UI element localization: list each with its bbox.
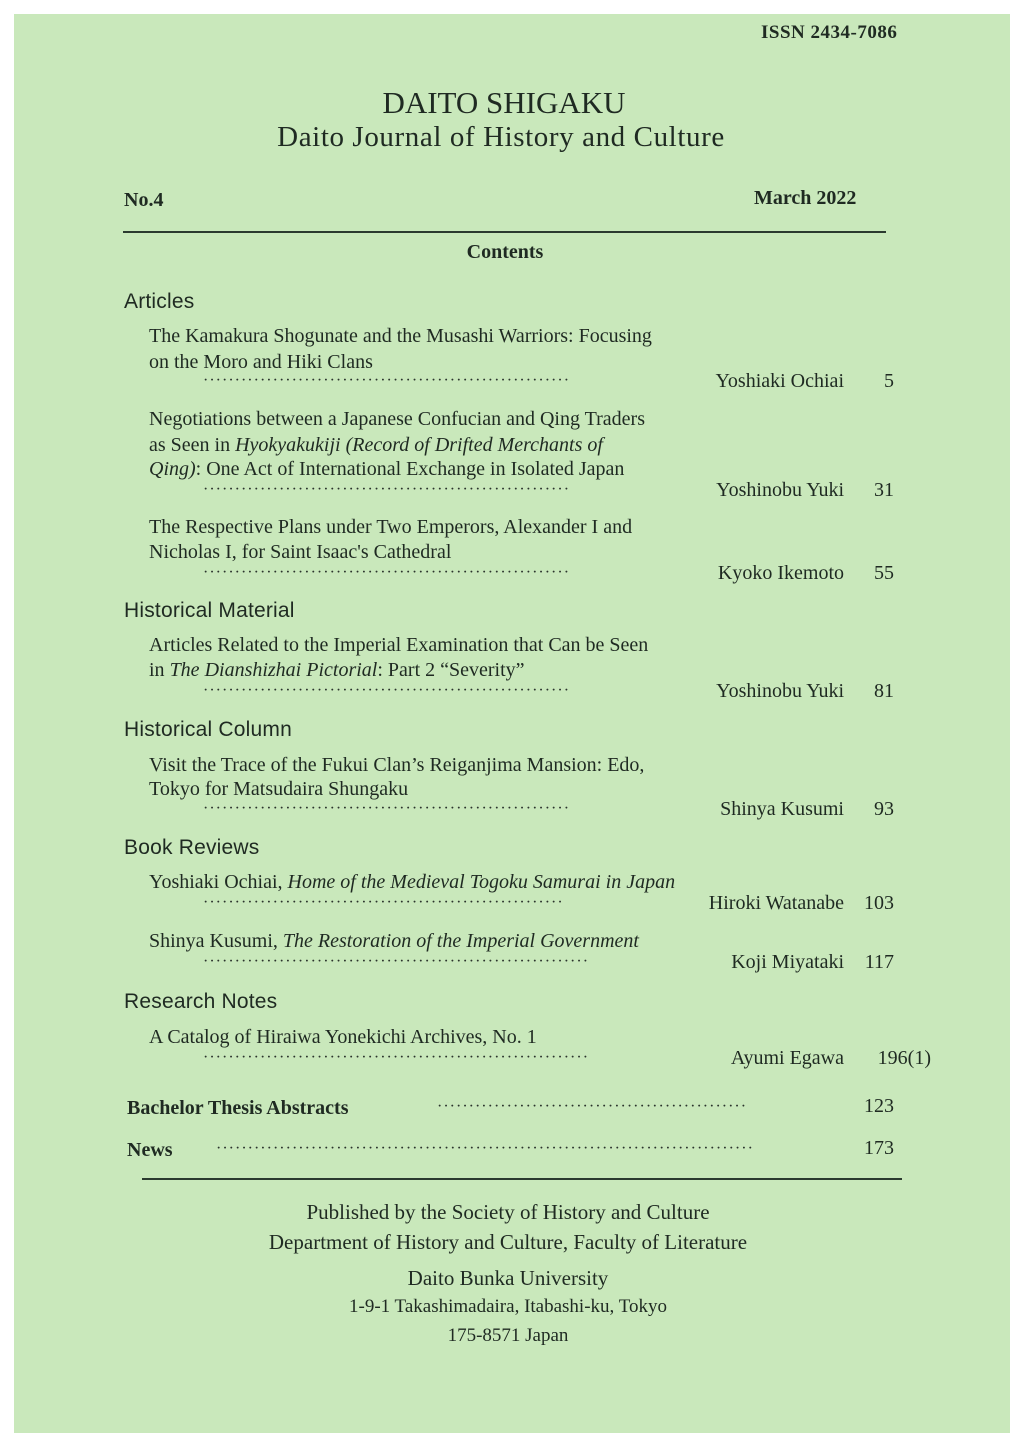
publisher-address: 1-9-1 Takashimadaira, Itabashi-ku, Tokyo [349, 1296, 667, 1317]
issn: ISSN 2434-7086 [761, 22, 898, 43]
publisher-line: Daito Bunka University [407, 1266, 609, 1290]
entry-page: 196(1) [877, 1047, 931, 1069]
entry-title-line: Negotiations between a Japanese Confucian and Qing Traders [149, 408, 645, 430]
footer-divider [142, 1178, 902, 1180]
entry-title-line: Qing): One Act of International Exchange in Isolated Japan [149, 458, 625, 480]
entry-title-line: Articles Related to the Imperial Examination that Can be Seen [149, 634, 649, 656]
entry-author: Yoshinobu Yuki [716, 680, 844, 702]
leader-dots: ·························································· [203, 682, 571, 699]
entry-page: 5 [884, 370, 894, 392]
entry-title-line: Shinya Kusumi, The Restoration of the Imperial Government [149, 930, 639, 952]
entry-author: Koji Miyataki [731, 951, 844, 973]
entry-author: Shinya Kusumi [720, 798, 844, 820]
entry-page: 103 [864, 892, 894, 914]
entry-title-line: Yoshiaki Ochiai, Home of the Medieval Togoku Samurai in Japan [149, 871, 676, 893]
section-articles: Articles [124, 290, 195, 313]
section-research-notes: Research Notes [124, 990, 278, 1013]
entry-title-line: The Kamakura Shogunate and the Musashi Warriors: Focusing [149, 325, 652, 347]
entry-author: Hiroki Watanabe [708, 892, 844, 914]
entry-title-line: in The Dianshizhai Pictorial: Part 2 “Severity” [149, 659, 525, 681]
publisher-line: Department of History and Culture, Faculty of Literature [268, 1230, 748, 1254]
leader-dots: ····························································· [203, 953, 590, 970]
section-historical-column: Historical Column [124, 718, 292, 741]
leader-dots: ·························································· [203, 564, 571, 581]
publisher-postcode: 175-8571 Japan [447, 1325, 569, 1346]
leader-dots: ····························································· [203, 1049, 590, 1066]
entry-author: Ayumi Egawa [730, 1047, 844, 1069]
leader-dots: ·························································· [203, 800, 571, 817]
leader-dots: ················································· [437, 1098, 748, 1115]
entry-page: 81 [874, 680, 894, 702]
entry-page: 123 [864, 1095, 894, 1117]
entry-label: News [127, 1139, 173, 1161]
entry-author: Yoshinobu Yuki [716, 479, 844, 501]
entry-title-line: The Respective Plans under Two Emperors, Alexander I and [149, 516, 633, 538]
contents-heading: Contents [466, 241, 544, 263]
journal-subtitle: Daito Journal of History and Culture [277, 121, 725, 153]
entry-title-line: Nicholas I, for Saint Isaac's Cathedral [149, 541, 452, 563]
entry-author: Kyoko Ikemoto [717, 562, 844, 584]
leader-dots: ························································· [203, 894, 564, 911]
entry-page: 31 [874, 479, 894, 501]
header-divider [123, 231, 886, 233]
leader-dots: ·························································· [203, 481, 571, 498]
section-book-reviews: Book Reviews [124, 836, 260, 859]
entry-page: 117 [864, 951, 894, 973]
leader-dots: ····················································································· [216, 1140, 754, 1157]
section-historical-material: Historical Material [124, 599, 295, 622]
leader-dots: ·························································· [203, 372, 571, 389]
journal-title: DAITO SHIGAKU [382, 85, 626, 120]
entry-label: Bachelor Thesis Abstracts [127, 1097, 349, 1119]
entry-page: 55 [874, 562, 894, 584]
entry-title-line: on the Moro and Hiki Clans [149, 351, 373, 373]
entry-page: 173 [864, 1137, 894, 1159]
publisher-line: Published by the Society of History and Culture [306, 1200, 710, 1224]
entry-title-line: Visit the Trace of the Fukui Clan’s Reiganjima Mansion: Edo, [149, 754, 645, 776]
entry-author: Yoshiaki Ochiai [715, 370, 844, 392]
issue-number: No.4 [124, 189, 164, 211]
entry-page: 93 [874, 798, 894, 820]
issue-date: March 2022 [754, 187, 857, 209]
entry-title-line: Tokyo for Matsudaira Shungaku [149, 778, 409, 800]
entry-title-line: A Catalog of Hiraiwa Yonekichi Archives, No. 1 [149, 1026, 537, 1048]
entry-title-line: as Seen in Hyokyakukiji (Record of Drifted Merchants of [149, 434, 603, 456]
